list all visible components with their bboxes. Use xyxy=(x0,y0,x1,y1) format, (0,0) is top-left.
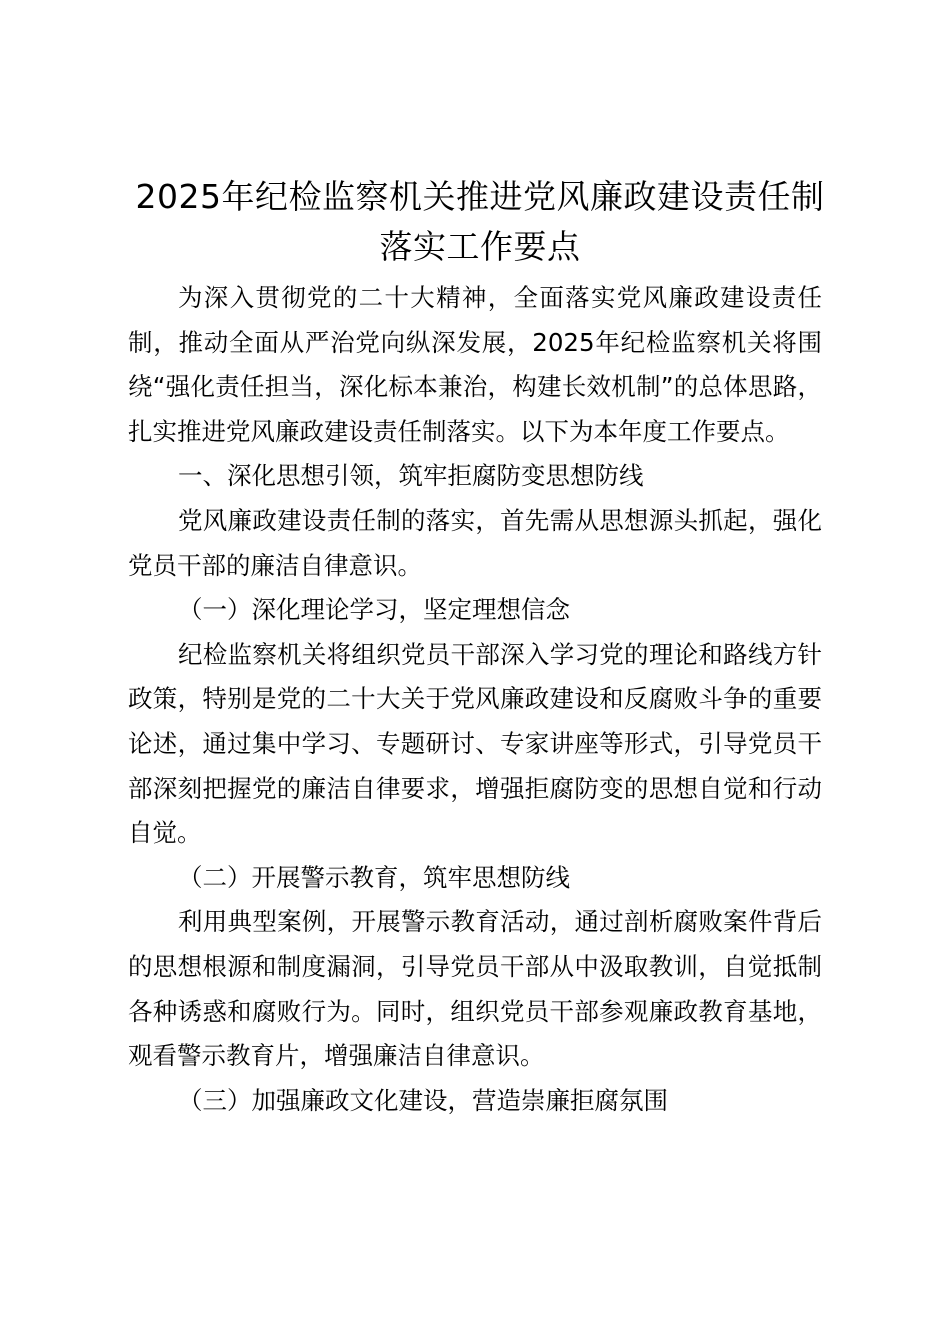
document-body xyxy=(128,276,822,1123)
subsection-heading-2: （二）开展警示教育，筑牢思想防线 xyxy=(178,862,570,892)
subsection-heading-3: （三）加强廉政文化建设，营造崇廉拒腐氛围 xyxy=(178,1085,668,1115)
subsection-2-paragraph: 利用典型案例，开展警示教育活动，通过剖析腐败案件背后的思想根源和制度漏洞，引导党员干部从中汲取教训，自觉抵制各种诱惑和腐败行为。同时，组织党员干部参观廉政教育基地，观看警示教育片，增强廉洁自律意识。 xyxy=(128,907,822,1071)
subsection-heading-1: （一）深化理论学习，坚定理想信念 xyxy=(178,595,570,625)
section-heading-1: 一、深化思想引领，筑牢拒腐防变思想防线 xyxy=(178,461,644,491)
document-title: 2025年纪检监察机关推进党风廉政建设责任制落实工作要点 xyxy=(135,177,825,266)
subsection-1-paragraph: 纪检监察机关将组织党员干部深入学习党的理论和路线方针政策，特别是党的二十大关于党风廉政建设和反腐败斗争的重要论述，通过集中学习、专题研讨、专家讲座等形式，引导党员干部深刻把握党的廉洁自律要求，增强拒腐防变的思想自觉和行动自觉。 xyxy=(128,639,822,848)
intro-paragraph: 为深入贯彻党的二十大精神，全面落实党风廉政建设责任制，推动全面从严治党向纵深发展，2025年纪检监察机关将围绕“强化责任担当，深化标本兼治，构建长效机制”的总体思路，扎实推进党风廉政建设责任制落实。以下为本年度工作要点。 xyxy=(128,283,822,446)
section-1-paragraph: 党风廉政建设责任制的落实，首先需从思想源头抓起，强化党员干部的廉洁自律意识。 xyxy=(128,505,822,580)
